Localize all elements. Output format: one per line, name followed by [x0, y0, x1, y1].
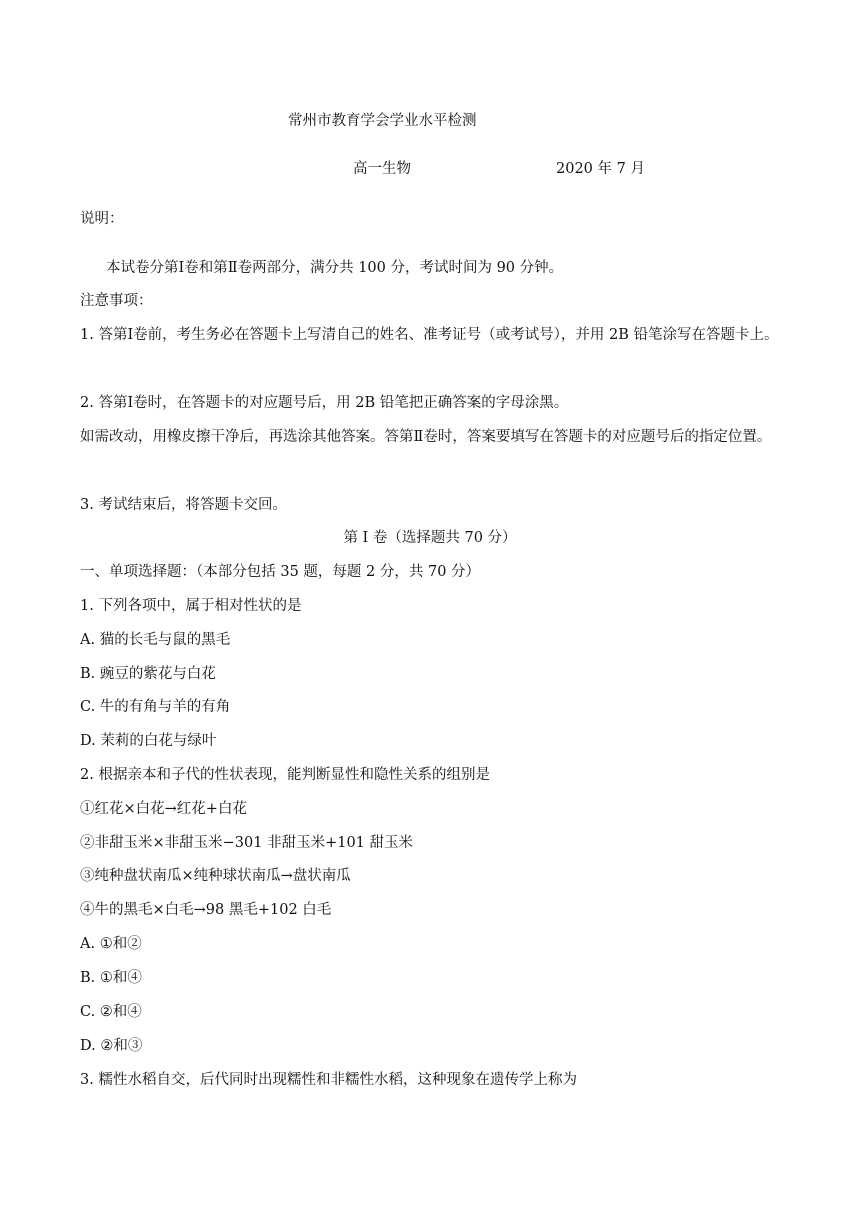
question-1-option-b: B. 豌豆的紫花与白花: [80, 666, 216, 682]
question-1-option-a: A. 猫的长毛与鼠的黑毛: [80, 632, 231, 648]
question-2-item-4: ④牛的黑毛×白毛→98 黑毛+102 白毛: [80, 902, 332, 918]
question-2-option-d: D. ②和③: [80, 1038, 143, 1054]
subject: 高一生物: [353, 161, 411, 177]
notes-title: 注意事项：: [80, 293, 153, 309]
question-2-item-3: ③纯种盘状南瓜×纯种球状南瓜→盘状南瓜: [80, 868, 351, 884]
instructions-intro: 本试卷分第Ⅰ卷和第Ⅱ卷两部分，满分共 100 分，考试时间为 90 分钟。: [106, 260, 564, 276]
question-2-item-2: ②非甜玉米×非甜玉米−301 非甜玉米+101 甜玉米: [80, 835, 414, 851]
question-1-option-c: C. 牛的有角与羊的有角: [80, 699, 231, 715]
instructions-label: 说明：: [80, 211, 124, 227]
part-heading: 一、单项选择题：（本部分包括 35 题，每题 2 分，共 70 分）: [80, 564, 481, 580]
question-1-option-d: D. 茉莉的白花与绿叶: [80, 733, 217, 749]
question-3-stem: 3. 糯性水稻自交，后代同时出现糯性和非糯性水稻，这种现象在遗传学上称为: [80, 1072, 577, 1088]
exam-title: 常州市教育学会学业水平检测: [288, 113, 477, 129]
question-2-option-a: A. ①和②: [80, 936, 142, 952]
question-2-option-c: C. ②和④: [80, 1004, 142, 1020]
question-2-item-1: ①红花×白花→红花+白花: [80, 801, 247, 817]
note-1: 1. 答第Ⅰ卷前，考生务必在答题卡上写清自己的姓名、准考证号（或考试号），并用 2B 铅笔涂写在答题卡上。: [80, 327, 779, 343]
section-title: 第 I 卷（选择题共 70 分）: [343, 530, 517, 546]
note-3: 3. 考试结束后，将答题卡交回。: [80, 497, 287, 513]
note-2-continued: 如需改动，用橡皮擦干净后，再选涂其他答案。答第Ⅱ卷时，答案要填写在答题卡的对应题号后的指定位置。: [80, 429, 772, 445]
note-2: 2. 答第Ⅰ卷时，在答题卡的对应题号后，用 2B 铅笔把正确答案的字母涂黑。: [80, 395, 569, 411]
question-1-stem: 1. 下列各项中，属于相对性状的是: [80, 598, 302, 614]
question-2-stem: 2. 根据亲本和子代的性状表现，能判断显性和隐性关系的组别是: [80, 767, 490, 783]
question-2-option-b: B. ①和④: [80, 970, 142, 986]
exam-date: 2020 年 7 月: [556, 161, 645, 177]
